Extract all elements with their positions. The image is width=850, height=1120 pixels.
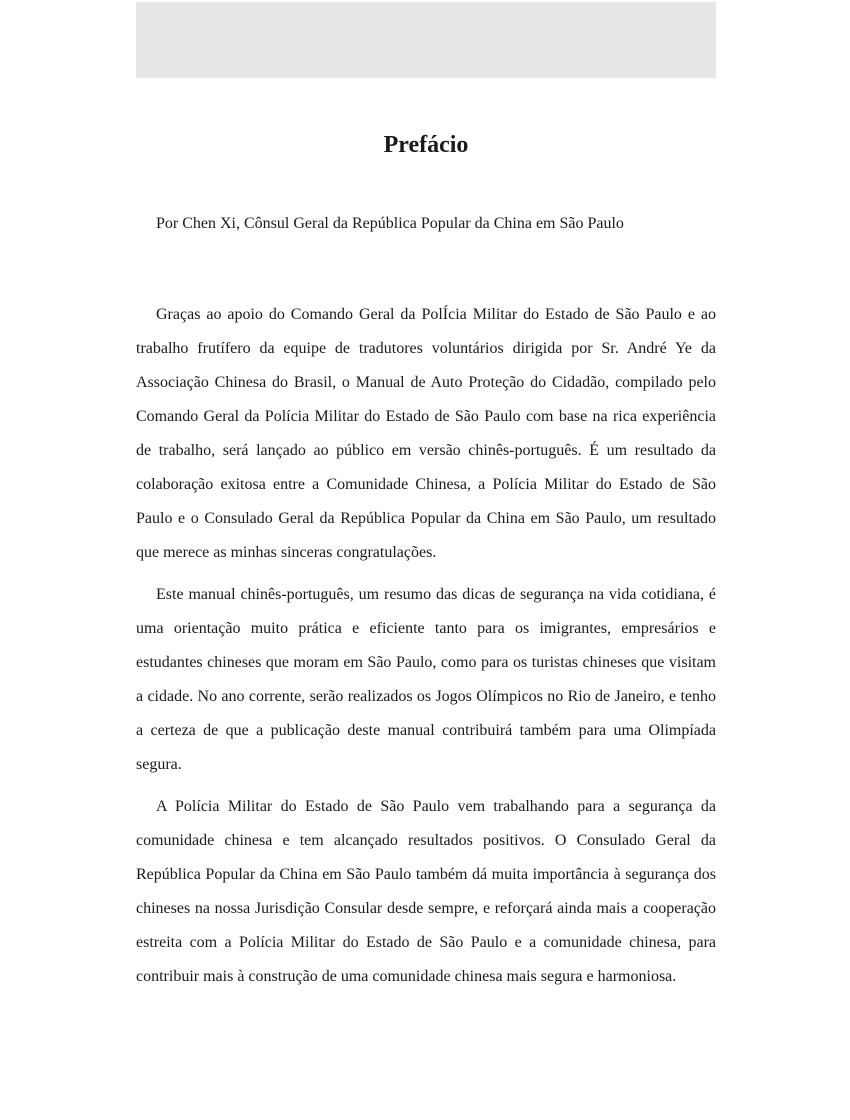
header-band xyxy=(136,2,716,78)
paragraph-2: Este manual chinês-português, um resumo das dicas de segurança na vida cotidiana, é uma orientação muito prática e eficiente tanto para os imigrantes, empresários e estudantes chineses que moram em São Paulo, como para os turistas chineses que visitam a cidade. No ano corrente, serão realizados os Jogos Olímpicos no Rio de Janeiro, e tenho a certeza de que a publicação deste manual contribuirá também para uma Olimpíada segura. xyxy=(136,586,716,773)
body-text xyxy=(136,298,716,1002)
page-title: Prefácio xyxy=(383,132,469,158)
byline: Por Chen Xi, Cônsul Geral da República Popular da China em São Paulo xyxy=(156,215,624,232)
paragraph-3: A Polícia Militar do Estado de São Paulo vem trabalhando para a segurança da comunidade chinesa e tem alcançado resultados positivos. O Consulado Geral da República Popular da China em São Paulo também dá muita importância à segurança dos chineses na nossa Jurisdição Consular desde sempre, e reforçará ainda mais a cooperação estreita com a Polícia Militar do Estado de São Paulo e a comunidade chinesa, para contribuir mais à construção de uma comunidade chinesa mais segura e harmoniosa. xyxy=(136,798,716,985)
paragraph-1: Graças ao apoio do Comando Geral da PolÍcia Militar do Estado de São Paulo e ao trabalho frutífero da equipe de tradutores voluntários dirigida por Sr. André Ye da Associação Chinesa do Brasil, o Manual de Auto Proteção do Cidadão, compilado pelo Comando Geral da Polícia Militar do Estado de São Paulo com base na rica experiência de trabalho, será lançado ao público em versão chinês-português. É um resultado da colaboração exitosa entre a Comunidade Chinesa, a Polícia Militar do Estado de São Paulo e o Consulado Geral da República Popular da China em São Paulo, um resultado que merece as minhas sinceras congratulações. xyxy=(136,306,716,561)
